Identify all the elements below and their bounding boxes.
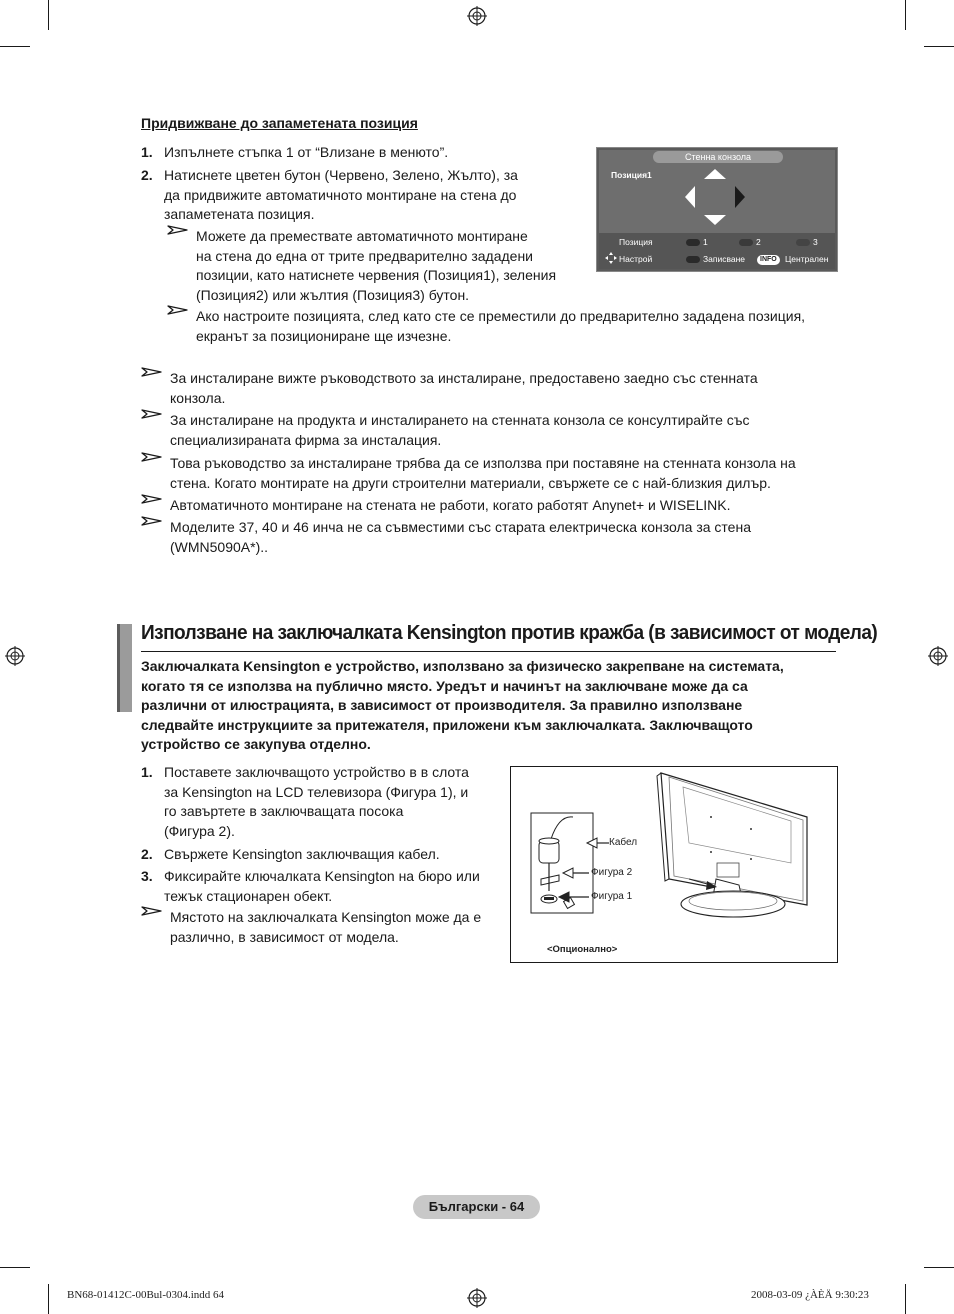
registration-mark-icon: [467, 1288, 487, 1308]
note-text-line: Моделите 37, 40 и 46 инча не са съвместими със старата електрическа конзола за стена: [170, 519, 751, 535]
note-arrow-icon: [141, 450, 163, 464]
note-text-line: Можете да премествате автоматичното монтиране: [196, 228, 528, 244]
osd-position-1: 1: [703, 237, 708, 247]
step-text-line: за Kensington на LCD телевизора (Фигура 1), и: [164, 783, 469, 800]
note-arrow-icon: [167, 303, 189, 317]
note-item: [141, 908, 501, 948]
label-figure-1: Фигура 1: [591, 891, 633, 902]
step-item: [141, 867, 501, 907]
footer-date: 2008-03-09 ¿ÀÈÄ 9:30:23: [751, 1289, 869, 1301]
section-intro: [141, 657, 831, 755]
step-number: 1.: [141, 144, 153, 160]
osd-save-label: Записване: [703, 254, 746, 264]
step-text-line: тежък стационарен обект.: [164, 887, 333, 904]
crop-mark: [48, 1284, 49, 1314]
step-text-line: Натиснете цветен бутон (Червено, Зелено, Жълто), за: [164, 167, 518, 183]
step-item: [141, 143, 581, 163]
kensington-figure: [510, 766, 838, 963]
yellow-button-icon: [796, 239, 810, 246]
osd-position-label: Позиция1: [611, 170, 652, 180]
registration-mark-icon: [467, 6, 487, 26]
section-marker-bar: [117, 624, 132, 712]
step-text: Изпълнете стъпка 1 от “Влизане в менюто”.: [164, 144, 449, 160]
note-arrow-icon: [141, 514, 163, 528]
intro-line: различни от илюстрацията, в зависимост от производителя. За правилно използване: [141, 697, 743, 713]
note-text-line: позиции, като натиснете червения (Позиция1), зеления: [196, 267, 557, 283]
note-text-line: Автоматичното монтиране на стената не работи, когато работят Anynet+ и WISELINK.: [170, 497, 731, 513]
note-text-line: конзола.: [170, 389, 226, 406]
note-text-line: (WMN5090A*)..: [170, 538, 269, 555]
note-text-line: на стена до една от трите предварително зададени: [196, 247, 533, 264]
green-button-icon: [739, 239, 753, 246]
wall-mount-osd: [596, 147, 838, 272]
osd-row1-label: Позиция: [619, 237, 653, 247]
intro-line: следвайте инструкциите за притежателя, приложени към заключалката. Заключващото: [141, 716, 753, 733]
info-badge: INFO: [757, 255, 780, 265]
crop-mark: [48, 0, 49, 30]
crop-mark: [924, 46, 954, 47]
osd-row2-label: Настрой: [619, 254, 653, 264]
move-icon: [605, 252, 617, 264]
crop-mark: [905, 1284, 906, 1314]
note-item: [141, 411, 841, 451]
note-item: [167, 227, 587, 307]
note-item: [141, 518, 841, 558]
section-rule: [141, 651, 836, 652]
section-heading: Придвижване до запаметената позиция: [141, 115, 418, 131]
direction-arrows-icon: [685, 169, 745, 225]
osd-title: Стенна конзола: [653, 151, 783, 163]
note-text-line: различно, в зависимост от модела.: [170, 928, 399, 945]
intro-line: Заключалката Kensington е устройство, използвано за физическо закрепване на системата,: [141, 658, 784, 674]
crop-mark: [905, 0, 906, 30]
intro-line: устройство се закупува отделно.: [141, 736, 371, 752]
note-item: [141, 369, 841, 409]
note-arrow-icon: [141, 365, 163, 379]
label-optional: <Опционално>: [547, 944, 618, 955]
note-arrow-icon: [141, 407, 163, 421]
step-item: [141, 763, 501, 843]
note-text-line: Мястото на заключалката Kensington може да е: [170, 909, 482, 925]
osd-position-2: 2: [756, 237, 761, 247]
note-text-line: екранът за позициониране ще изчезне.: [196, 327, 452, 344]
tv-rear-illustration: [511, 767, 837, 962]
step-text-line: (Фигура 2).: [164, 822, 235, 839]
note-item: [141, 454, 851, 494]
step-item: [141, 166, 581, 226]
step-number: 2.: [141, 167, 153, 183]
crop-mark: [0, 1267, 30, 1268]
step-text-line: запаметената позиция.: [164, 206, 315, 222]
footer-file: BN68-01412C-00Bul-0304.indd 64: [67, 1289, 225, 1301]
step-number: 1.: [141, 764, 153, 780]
registration-mark-icon: [928, 646, 948, 666]
osd-center-label: Централен: [785, 254, 829, 264]
note-text-line: стена. Когато монтирате на други строителни материали, свържете се с най-близкия дилър.: [170, 474, 771, 491]
note-arrow-icon: [141, 492, 163, 506]
note-item: [141, 496, 841, 516]
note-text-line: Това ръководство за инсталиране трябва да се използва при поставяне на стенната конзола на: [170, 455, 796, 471]
save-button-icon: [686, 256, 700, 263]
note-arrow-icon: [167, 223, 189, 237]
note-text-line: (Позиция2) или жълтия (Позиция3) бутон.: [196, 286, 470, 303]
step-text-line: Фиксирайте ключалката Kensington на бюро или: [164, 868, 480, 884]
note-text-line: За инсталиране вижте ръководството за инсталиране, предоставено заедно със стенната: [170, 370, 758, 386]
label-cable: Кабел: [609, 837, 638, 848]
red-button-icon: [686, 239, 700, 246]
note-text-line: специализираната фирма за инсталация.: [170, 431, 442, 448]
osd-position-3: 3: [813, 237, 818, 247]
section-title: Използване на заключалката Kensington против кражба (в зависимост от модела): [141, 621, 878, 644]
label-figure-2: Фигура 2: [591, 867, 633, 878]
intro-line: когато тя се използва на публично място. Уредът и начинът на заключване може да са: [141, 677, 748, 694]
note-text-line: За инсталиране на продукта и инсталирането на стенната конзола се консултирайте със: [170, 412, 750, 428]
crop-mark: [0, 46, 30, 47]
note-arrow-icon: [141, 904, 163, 918]
note-item: [167, 307, 847, 347]
page-number-badge: Български - 64: [413, 1195, 540, 1219]
note-text-line: Ако настроите позицията, след като сте се преместили до предварително зададена позиция,: [196, 308, 806, 324]
registration-mark-icon: [5, 646, 25, 666]
step-number: 3.: [141, 868, 153, 884]
step-text-line: го завъртете в заключващата посока: [164, 803, 404, 819]
crop-mark: [924, 1267, 954, 1268]
step-text-line: Свържете Kensington заключващия кабел.: [164, 846, 440, 862]
step-text-line: Поставете заключващото устройство в в слота: [164, 764, 469, 780]
step-text-line: да придвижите автоматичното монтиране на стена до: [164, 186, 517, 203]
step-number: 2.: [141, 846, 153, 862]
step-item: [141, 845, 501, 865]
